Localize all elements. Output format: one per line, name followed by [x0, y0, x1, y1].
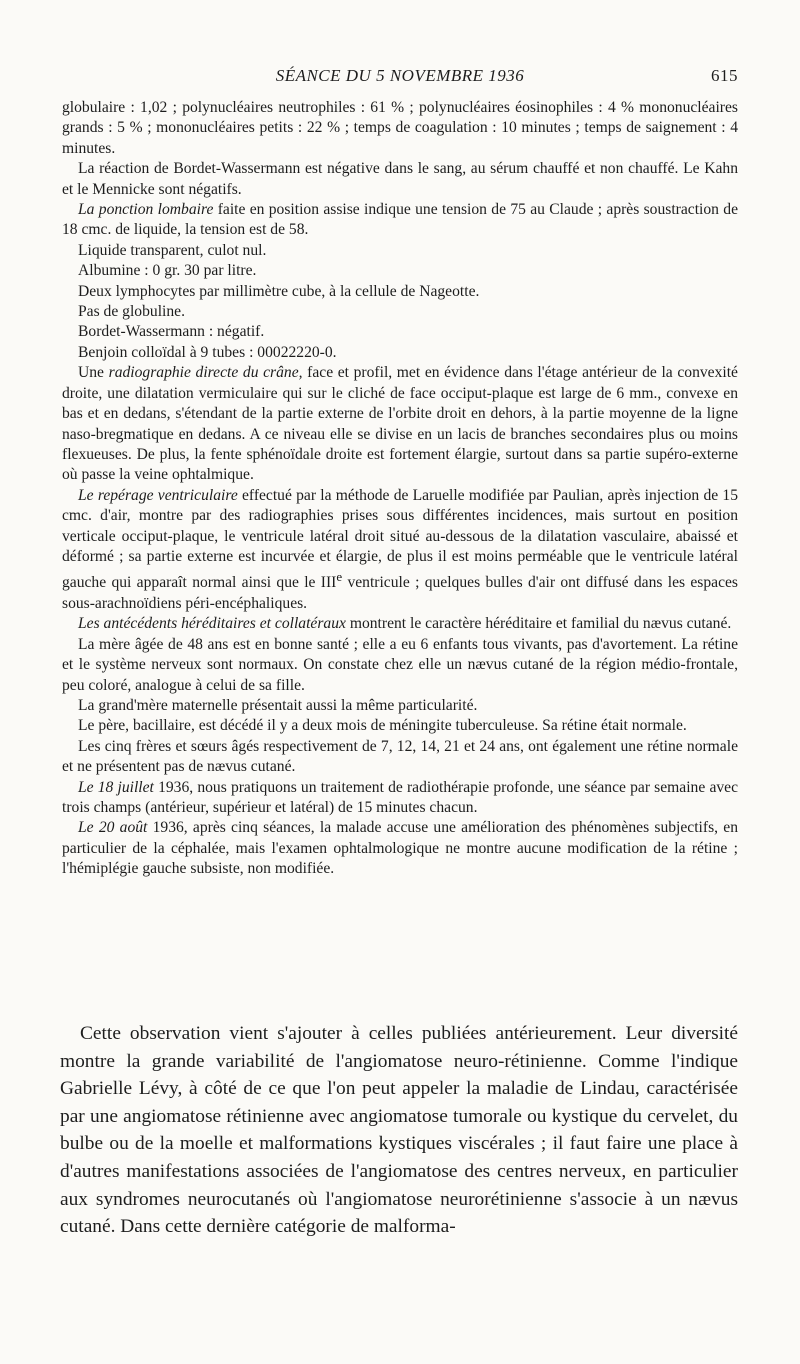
page-header: [62, 66, 738, 92]
paragraph: Bordet-Wassermann : négatif.: [78, 323, 265, 341]
page-number: 615: [711, 66, 738, 85]
paragraph: Le 18 juillet 1936, nous pratiquons un traitement de radiothérapie profonde, une séance par semaine avec trois champs (antérieur, supérieur et latéral) de 15 minutes chacun.: [62, 778, 738, 816]
paragraph: Le père, bacillaire, est décédé il y a deux mois de méningite tuberculeuse. Sa rétine était normale.: [78, 717, 687, 735]
running-title: SÉANCE DU 5 NOVEMBRE 1936: [275, 66, 525, 85]
paragraph: Benjoin colloïdal à 9 tubes : 00022220-0.: [78, 343, 337, 361]
paragraph: Les antécédents héréditaires et collatéraux montrent le caractère héréditaire et familial du nævus cutané.: [78, 615, 732, 633]
paragraph: Albumine : 0 gr. 30 par litre.: [78, 262, 257, 280]
paragraph: Une radiographie directe du crâne, face et profil, met en évidence dans l'étage antérieur de la convexité droite, une dilatation vermiculaire qui sur le cliché de face occiput-plaque est large de 6 mm., convexe en bas et en dedans, s'étendant de la partie externe de l'orbite droit en dehors, à la partie moyenne de la ligne naso-bregmatique en dedans. A ce niveau elle se divise en un lacis de branches secondaires plus ou moins flexueuses. De plus, la fente sphénoïdale droite est fortement élargie, surtout dans sa partie supéro-externe où passe la veine ophtalmique.: [62, 364, 738, 484]
paragraph: Le repérage ventriculaire effectué par la méthode de Laruelle modifiée par Paulian, après injection de 15 cmc. d'air, montre par des radiographies prises sous différentes incidences, mais surtout en position verticale occiput-plaque, le ventricule latéral droit situé au-dessous de la dilatation vasculaire, abaissé et déformé ; sa partie externe est incurvée et élargie, de plus il est moins perméable que le ventricule latéral gauche qui apparaît normal ainsi que le IIIe ventricule ; quelques bulles d'air ont diffusé dans les espaces sous-arachnoïdiens péri-encéphaliques.: [62, 486, 738, 612]
paragraph: La ponction lombaire faite en position assise indique une tension de 75 au Claude ; après soustraction de 18 cmc. de liquide, la tension est de 58.: [62, 201, 738, 239]
paragraph: Le 20 août 1936, après cinq séances, la malade accuse une amélioration des phénomènes subjectifs, en particulier de la céphalée, mais l'examen ophtalmologique ne montre aucune modification de la rétine ; l'hémiplégie gauche subsiste, non modifiée.: [62, 819, 738, 878]
paragraph: La mère âgée de 48 ans est en bonne santé ; elle a eu 6 enfants tous vivants, pas d'avortement. La rétine et le système nerveux sont normaux. On constate chez elle un nævus cutané de la région médio-frontale, peu coloré, analogue à celui de sa fille.: [62, 635, 738, 694]
paragraph: Deux lymphocytes par millimètre cube, à la cellule de Nageotte.: [78, 282, 480, 300]
paragraph: La réaction de Bordet-Wassermann est négative dans le sang, au sérum chauffé et non chauffé. Le Kahn et le Mennicke sont négatifs.: [62, 160, 738, 198]
discussion-text: [60, 1020, 738, 1241]
paragraph: Pas de globuline.: [78, 303, 185, 321]
paragraph: Les cinq frères et sœurs âgés respectivement de 7, 12, 14, 21 et 24 ans, ont également une rétine normale et ne présentent pas de nævus cutané.: [62, 737, 738, 776]
paragraph: globulaire : 1,02 ; polynucléaires neutrophiles : 61 % ; polynucléaires éosinophiles : 4 % mononucléaires grands : 5 % ; mononucléaires petits : 22 % ; temps de coagulation : 10 minutes ; temps de saignement : 4 minutes.: [62, 99, 738, 157]
paragraph: La grand'mère maternelle présentait aussi la même particularité.: [78, 696, 478, 714]
paragraph: Liquide transparent, culot nul.: [78, 241, 267, 259]
case-report-text: [62, 98, 738, 880]
paragraph: Cette observation vient s'ajouter à celles publiées antérieurement. Leur diversité montre la grande variabilité de l'angiomatose neuro-rétinienne. Comme l'indique Gabrielle Lévy, à côté de ce que l'on peut appeler la maladie de Lindau, caractérisée par une angiomatose rétinienne avec angiomatose tumorale ou kystique du cervelet, du bulbe ou de la moelle et malformations kystiques viscérales ; il faut faire une place à d'autres manifestations associées de l'angiomatose des centres nerveux, en particulier aux syndromes neurocutanés où l'angiomatose neurorétinienne s'associe à un nævus cutané. Dans cette dernière catégorie de malforma-: [60, 1023, 738, 1238]
